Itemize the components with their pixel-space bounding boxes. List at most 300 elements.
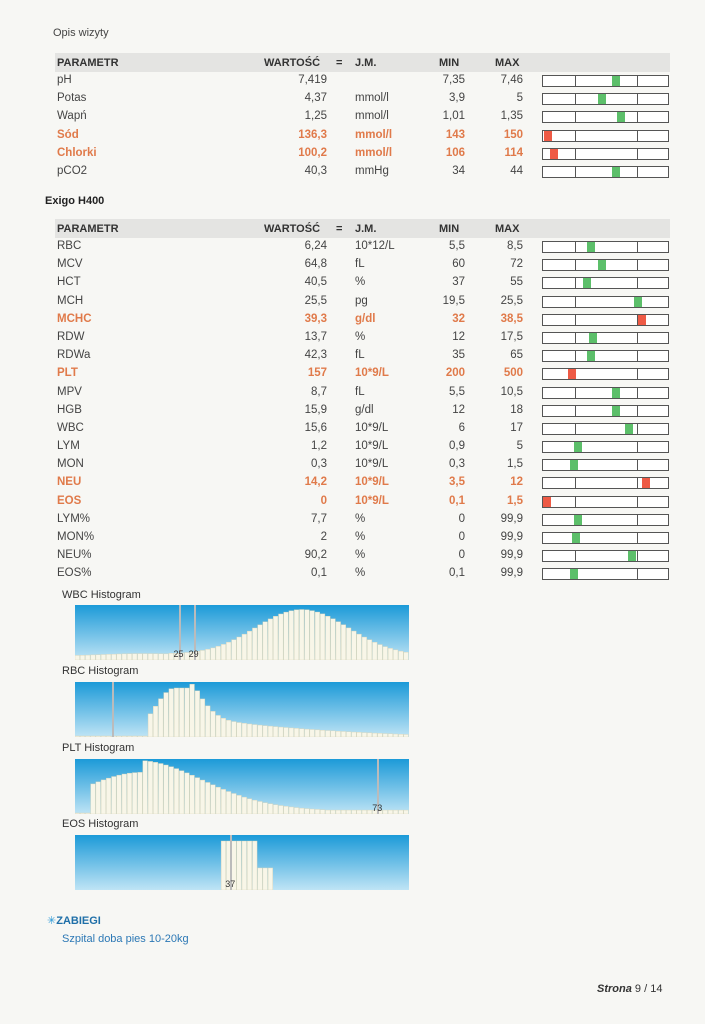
histogram-bar bbox=[326, 731, 331, 737]
range-marker bbox=[570, 569, 578, 579]
histogram-bar bbox=[252, 800, 257, 814]
histogram-bar bbox=[294, 728, 299, 737]
param-unit: % bbox=[355, 330, 366, 343]
param-name: pCO2 bbox=[57, 164, 88, 177]
histogram-bar bbox=[383, 810, 388, 814]
histogram-bar bbox=[326, 616, 331, 660]
param-min: 200 bbox=[445, 367, 465, 380]
histogram-bar bbox=[284, 806, 289, 814]
histogram-bar bbox=[96, 736, 101, 737]
table-2 bbox=[55, 219, 670, 584]
param-max: 72 bbox=[510, 258, 523, 271]
histogram-bar bbox=[179, 771, 184, 814]
histogram-bar bbox=[153, 762, 158, 814]
histogram-bar bbox=[263, 622, 268, 660]
histogram-bar bbox=[341, 731, 346, 737]
param-name: EOS bbox=[57, 494, 82, 507]
histogram-bar bbox=[331, 810, 336, 814]
table-row bbox=[55, 90, 670, 108]
col-unit: J.M. bbox=[355, 57, 377, 69]
histogram-bar bbox=[383, 734, 388, 737]
param-name: Chlorki bbox=[57, 146, 97, 159]
table-row bbox=[55, 474, 670, 492]
histogram-bar bbox=[148, 761, 153, 814]
histogram-bar bbox=[383, 647, 388, 660]
range-bar bbox=[542, 259, 669, 271]
histogram-bar bbox=[138, 736, 143, 737]
param-max: 99,9 bbox=[500, 567, 523, 580]
table-row bbox=[55, 72, 670, 90]
histogram-bar bbox=[91, 655, 96, 660]
param-min: 0 bbox=[458, 531, 465, 543]
range-bar bbox=[542, 550, 669, 562]
range-marker bbox=[587, 351, 595, 361]
range-marker bbox=[598, 260, 606, 270]
param-min: 143 bbox=[445, 128, 465, 141]
table-1-header bbox=[55, 53, 670, 72]
table-row bbox=[55, 384, 670, 402]
histogram-bar bbox=[195, 691, 200, 737]
param-value: 0,3 bbox=[311, 458, 327, 471]
param-name: NEU% bbox=[57, 549, 92, 562]
histogram-bar bbox=[164, 693, 169, 737]
histogram-plot bbox=[75, 605, 409, 660]
param-value: 8,7 bbox=[311, 385, 327, 398]
histogram-bar bbox=[331, 619, 336, 660]
histogram-bar bbox=[393, 810, 398, 814]
histogram-bar bbox=[75, 655, 80, 660]
histogram-title: EOS Histogram bbox=[62, 818, 139, 830]
param-value: 0 bbox=[320, 494, 327, 507]
histogram-bar bbox=[221, 644, 226, 660]
histogram-marker-label: 29 bbox=[188, 649, 199, 659]
param-name: Potas bbox=[57, 92, 87, 105]
param-name: RBC bbox=[57, 240, 82, 252]
procedures-title: ✳ZABIEGI bbox=[47, 915, 101, 927]
range-bar bbox=[542, 130, 669, 142]
histogram-bar bbox=[289, 611, 294, 660]
range-marker bbox=[612, 76, 620, 86]
histogram-bar bbox=[85, 813, 90, 814]
range-bar bbox=[542, 166, 669, 178]
histogram-bar bbox=[174, 769, 179, 814]
histogram-bar bbox=[112, 777, 117, 814]
histogram-bar bbox=[336, 731, 341, 737]
range-marker bbox=[642, 478, 650, 488]
param-min: 34 bbox=[452, 164, 465, 177]
param-value: 1,2 bbox=[311, 440, 327, 453]
param-unit: mmol/l bbox=[355, 110, 389, 123]
param-unit: 10*9/L bbox=[355, 494, 389, 507]
histogram-bar bbox=[122, 774, 127, 814]
histogram-bar bbox=[80, 655, 85, 660]
histogram-bar bbox=[205, 649, 210, 660]
histogram-bar bbox=[346, 732, 351, 737]
range-bar bbox=[542, 387, 669, 399]
param-unit: mmol/l bbox=[355, 128, 393, 141]
histogram-bar bbox=[279, 614, 284, 660]
histogram-marker-label: 37 bbox=[225, 879, 236, 889]
histogram-bar bbox=[216, 787, 221, 814]
histogram-bar bbox=[179, 688, 184, 737]
param-max: 7,46 bbox=[500, 74, 523, 86]
param-max: 99,9 bbox=[500, 531, 523, 543]
histogram-bar bbox=[310, 809, 315, 814]
table-row bbox=[55, 329, 670, 347]
procedure-item: Szpital doba pies 10-20kg bbox=[62, 933, 189, 945]
histogram-bar bbox=[326, 810, 331, 814]
range-bar bbox=[542, 332, 669, 344]
param-value: 0,1 bbox=[311, 567, 327, 580]
range-bar bbox=[542, 350, 669, 362]
histogram-bar bbox=[211, 648, 216, 660]
param-max: 99,9 bbox=[500, 549, 523, 562]
histogram-title: PLT Histogram bbox=[62, 742, 135, 754]
param-min: 0,1 bbox=[449, 494, 465, 507]
range-bar bbox=[542, 241, 669, 253]
param-name: HGB bbox=[57, 403, 82, 416]
histogram-bar bbox=[388, 810, 393, 814]
param-min: 5,5 bbox=[449, 240, 465, 252]
visit-title: Opis wizyty bbox=[53, 27, 109, 39]
param-name: MCV bbox=[57, 258, 83, 271]
histogram-bar bbox=[138, 772, 143, 814]
histogram-bar bbox=[252, 725, 257, 737]
histogram-bar bbox=[393, 734, 398, 737]
table-row bbox=[55, 127, 670, 145]
histogram-bar bbox=[252, 841, 257, 890]
table-row bbox=[55, 311, 670, 329]
histogram-plot bbox=[75, 682, 409, 737]
param-min: 6 bbox=[458, 421, 465, 434]
param-unit: 10*9/L bbox=[355, 440, 389, 453]
range-bar bbox=[542, 296, 669, 308]
table-row bbox=[55, 163, 670, 181]
param-value: 4,37 bbox=[304, 92, 327, 105]
histogram-bar bbox=[346, 810, 351, 814]
histogram-bar bbox=[378, 645, 383, 660]
param-value: 2 bbox=[320, 531, 327, 543]
histogram-bar bbox=[388, 648, 393, 660]
param-max: 5 bbox=[516, 440, 523, 453]
param-value: 1,25 bbox=[304, 110, 327, 123]
histogram-bar bbox=[372, 733, 377, 737]
param-value: 40,5 bbox=[304, 276, 327, 289]
param-max: 55 bbox=[510, 276, 523, 289]
param-value: 90,2 bbox=[304, 549, 327, 562]
histogram-plot bbox=[75, 759, 409, 814]
histogram-bar bbox=[122, 736, 127, 737]
range-bar bbox=[542, 111, 669, 123]
histogram-bar bbox=[305, 809, 310, 814]
histogram-bar bbox=[237, 637, 242, 660]
section-title: Exigo H400 bbox=[45, 195, 105, 207]
histogram-bar bbox=[362, 637, 367, 660]
param-unit: % bbox=[355, 531, 366, 543]
param-max: 1,35 bbox=[500, 110, 523, 123]
range-bar bbox=[542, 277, 669, 289]
param-max: 5 bbox=[516, 92, 523, 105]
table-row bbox=[55, 547, 670, 565]
param-min: 37 bbox=[452, 276, 465, 289]
param-unit: g/dl bbox=[355, 403, 374, 416]
param-value: 136,3 bbox=[298, 128, 327, 141]
param-name: PLT bbox=[57, 367, 78, 380]
histogram-bar bbox=[153, 654, 158, 660]
range-marker bbox=[587, 242, 595, 252]
param-min: 7,35 bbox=[442, 74, 465, 86]
col-param: PARAMETR bbox=[57, 223, 119, 235]
histogram-bar bbox=[106, 778, 111, 814]
histogram-bar bbox=[122, 654, 127, 660]
histogram-bar bbox=[352, 810, 357, 814]
param-name: RDW bbox=[57, 330, 85, 343]
histogram-bar bbox=[232, 722, 237, 737]
range-marker bbox=[550, 149, 558, 159]
range-marker bbox=[612, 388, 620, 398]
param-unit: % bbox=[355, 276, 366, 289]
param-unit: fL bbox=[355, 349, 365, 362]
histogram-bar bbox=[80, 736, 85, 737]
param-max: 114 bbox=[504, 146, 523, 159]
histogram-bar bbox=[268, 726, 273, 737]
param-min: 0,9 bbox=[449, 440, 465, 453]
param-max: 10,5 bbox=[500, 385, 523, 398]
histogram-bar bbox=[247, 841, 252, 890]
histogram-bar bbox=[299, 808, 304, 814]
table-row bbox=[55, 347, 670, 365]
histogram-bar bbox=[268, 868, 273, 890]
histogram-plot bbox=[75, 835, 409, 890]
col-eq: = bbox=[336, 223, 343, 235]
histogram-bar bbox=[242, 723, 247, 737]
range-bar bbox=[542, 532, 669, 544]
histogram-bar bbox=[232, 794, 237, 814]
range-marker bbox=[574, 442, 582, 452]
histogram-bar bbox=[237, 841, 242, 890]
histogram-bar bbox=[148, 654, 153, 660]
histogram-bar bbox=[101, 780, 106, 814]
range-marker bbox=[634, 297, 642, 307]
param-max: 500 bbox=[503, 367, 523, 380]
param-min: 0 bbox=[458, 512, 465, 525]
histogram-bar bbox=[404, 810, 409, 814]
histogram-bar bbox=[226, 720, 231, 737]
param-max: 99,9 bbox=[500, 512, 523, 525]
range-marker bbox=[574, 515, 582, 525]
param-unit: 10*12/L bbox=[355, 240, 395, 252]
histogram-bar bbox=[367, 810, 372, 814]
histogram-title: RBC Histogram bbox=[62, 665, 139, 677]
param-name: RDWa bbox=[57, 349, 91, 362]
param-unit: mmHg bbox=[355, 164, 389, 177]
range-bar bbox=[542, 314, 669, 326]
histogram-bar bbox=[205, 782, 210, 814]
histogram-bar bbox=[117, 775, 122, 814]
histogram-bar bbox=[221, 718, 226, 737]
histogram-bar bbox=[169, 767, 174, 814]
histogram-bar bbox=[247, 724, 252, 737]
histogram-bar bbox=[258, 625, 263, 660]
range-bar bbox=[542, 496, 669, 508]
param-name: NEU bbox=[57, 476, 82, 489]
histogram-bar bbox=[252, 628, 257, 660]
param-unit: fL bbox=[355, 258, 365, 271]
histogram-bar bbox=[159, 764, 164, 814]
histogram-bar bbox=[216, 646, 221, 660]
col-eq: = bbox=[336, 57, 343, 69]
col-max: MAX bbox=[495, 223, 520, 235]
param-min: 19,5 bbox=[442, 294, 465, 307]
histogram-marker bbox=[112, 682, 114, 737]
histogram-bar bbox=[388, 734, 393, 737]
histogram-bar bbox=[367, 640, 372, 660]
table-2-header bbox=[55, 219, 670, 238]
param-max: 1,5 bbox=[507, 458, 523, 471]
table-row bbox=[55, 238, 670, 256]
page-number: Strona 9 / 14 bbox=[597, 983, 663, 995]
range-bar bbox=[542, 405, 669, 417]
histogram-bar bbox=[315, 730, 320, 737]
table-row bbox=[55, 420, 670, 438]
param-unit: 10*9/L bbox=[355, 476, 389, 489]
histogram-title: WBC Histogram bbox=[62, 589, 141, 601]
histogram-bar bbox=[112, 654, 117, 660]
param-name: Sód bbox=[57, 128, 79, 141]
histogram-bar bbox=[106, 654, 111, 660]
col-value: WARTOŚĆ bbox=[264, 223, 321, 235]
range-bar bbox=[542, 423, 669, 435]
param-value: 157 bbox=[307, 367, 327, 380]
table-row bbox=[55, 456, 670, 474]
histogram-bar bbox=[153, 706, 158, 737]
table-row bbox=[55, 108, 670, 126]
histogram-bar bbox=[96, 655, 101, 660]
histogram-bar bbox=[284, 728, 289, 738]
param-max: 12 bbox=[510, 476, 523, 489]
param-max: 25,5 bbox=[500, 294, 523, 307]
param-unit: 10*9/L bbox=[355, 367, 389, 380]
histogram-bar bbox=[263, 803, 268, 814]
histogram-bar bbox=[279, 806, 284, 814]
histogram-bar bbox=[127, 773, 132, 814]
histogram-bar bbox=[263, 868, 268, 890]
histogram-bar bbox=[404, 734, 409, 737]
histogram-bar bbox=[268, 804, 273, 814]
histogram-bar bbox=[200, 650, 205, 660]
histogram-bar bbox=[273, 727, 278, 737]
histogram-bar bbox=[247, 799, 252, 814]
range-marker bbox=[612, 167, 620, 177]
param-value: 7,419 bbox=[298, 74, 327, 86]
histogram-bar bbox=[352, 732, 357, 737]
histogram-bar bbox=[91, 784, 96, 814]
histogram-bar bbox=[294, 610, 299, 660]
param-max: 18 bbox=[510, 403, 523, 416]
histogram-bar bbox=[315, 612, 320, 660]
param-unit: % bbox=[355, 549, 366, 562]
table-row bbox=[55, 256, 670, 274]
param-max: 1,5 bbox=[507, 494, 523, 507]
histogram-bar bbox=[320, 614, 325, 660]
range-bar bbox=[542, 148, 669, 160]
range-bar bbox=[542, 477, 669, 489]
param-max: 65 bbox=[510, 349, 523, 362]
histogram-bar bbox=[221, 789, 226, 814]
col-min: MIN bbox=[439, 223, 460, 235]
range-marker bbox=[570, 460, 578, 470]
histogram-bar bbox=[80, 813, 85, 814]
range-marker bbox=[572, 533, 580, 543]
histogram-bar bbox=[247, 631, 252, 660]
histogram-bar bbox=[305, 610, 310, 660]
histogram-bar bbox=[143, 761, 148, 814]
histogram-bar bbox=[200, 780, 205, 814]
param-name: MON% bbox=[57, 531, 95, 543]
histogram-bar bbox=[132, 736, 137, 737]
histogram-bar bbox=[127, 654, 132, 660]
param-value: 7,7 bbox=[311, 512, 327, 525]
histogram-bar bbox=[195, 778, 200, 814]
table-row bbox=[55, 274, 670, 292]
histogram-bar bbox=[378, 733, 383, 737]
histogram-bar bbox=[106, 736, 111, 737]
histogram-bar bbox=[185, 773, 190, 814]
param-name: LYM bbox=[57, 440, 80, 453]
table-row bbox=[55, 145, 670, 163]
param-name: LYM% bbox=[57, 512, 91, 525]
param-value: 15,6 bbox=[304, 421, 327, 434]
histogram-bar bbox=[268, 619, 273, 660]
param-max: 150 bbox=[503, 128, 523, 141]
range-marker bbox=[589, 333, 597, 343]
range-bar bbox=[542, 368, 669, 380]
range-marker bbox=[598, 94, 606, 104]
param-min: 106 bbox=[445, 146, 465, 159]
histogram-bar bbox=[263, 726, 268, 737]
param-min: 35 bbox=[452, 349, 465, 362]
histogram-bar bbox=[284, 612, 289, 660]
table-row bbox=[55, 493, 670, 511]
histogram-bar bbox=[279, 727, 284, 737]
histogram-bar bbox=[85, 655, 90, 660]
histogram-bar bbox=[91, 736, 96, 737]
param-name: Wapń bbox=[57, 110, 87, 123]
param-min: 12 bbox=[452, 403, 465, 416]
histogram-bar bbox=[362, 733, 367, 737]
histogram-bar bbox=[399, 734, 404, 737]
histogram-bar bbox=[226, 642, 231, 660]
histogram-bar bbox=[299, 610, 304, 660]
histogram-bar bbox=[85, 736, 90, 737]
histogram-bar bbox=[362, 810, 367, 814]
param-value: 14,2 bbox=[304, 476, 327, 489]
param-unit: mmol/l bbox=[355, 146, 393, 159]
histogram-bar bbox=[216, 715, 221, 737]
param-min: 0 bbox=[458, 549, 465, 562]
param-min: 60 bbox=[452, 258, 465, 271]
histogram-bar bbox=[237, 795, 242, 814]
histogram-bar bbox=[310, 729, 315, 737]
range-marker bbox=[612, 406, 620, 416]
param-value: 64,8 bbox=[304, 258, 327, 271]
param-unit: pg bbox=[355, 294, 368, 307]
range-marker bbox=[625, 424, 633, 434]
param-name: HCT bbox=[57, 276, 81, 289]
range-marker bbox=[638, 315, 646, 325]
param-max: 44 bbox=[510, 164, 523, 177]
col-value: WARTOŚĆ bbox=[264, 57, 321, 69]
